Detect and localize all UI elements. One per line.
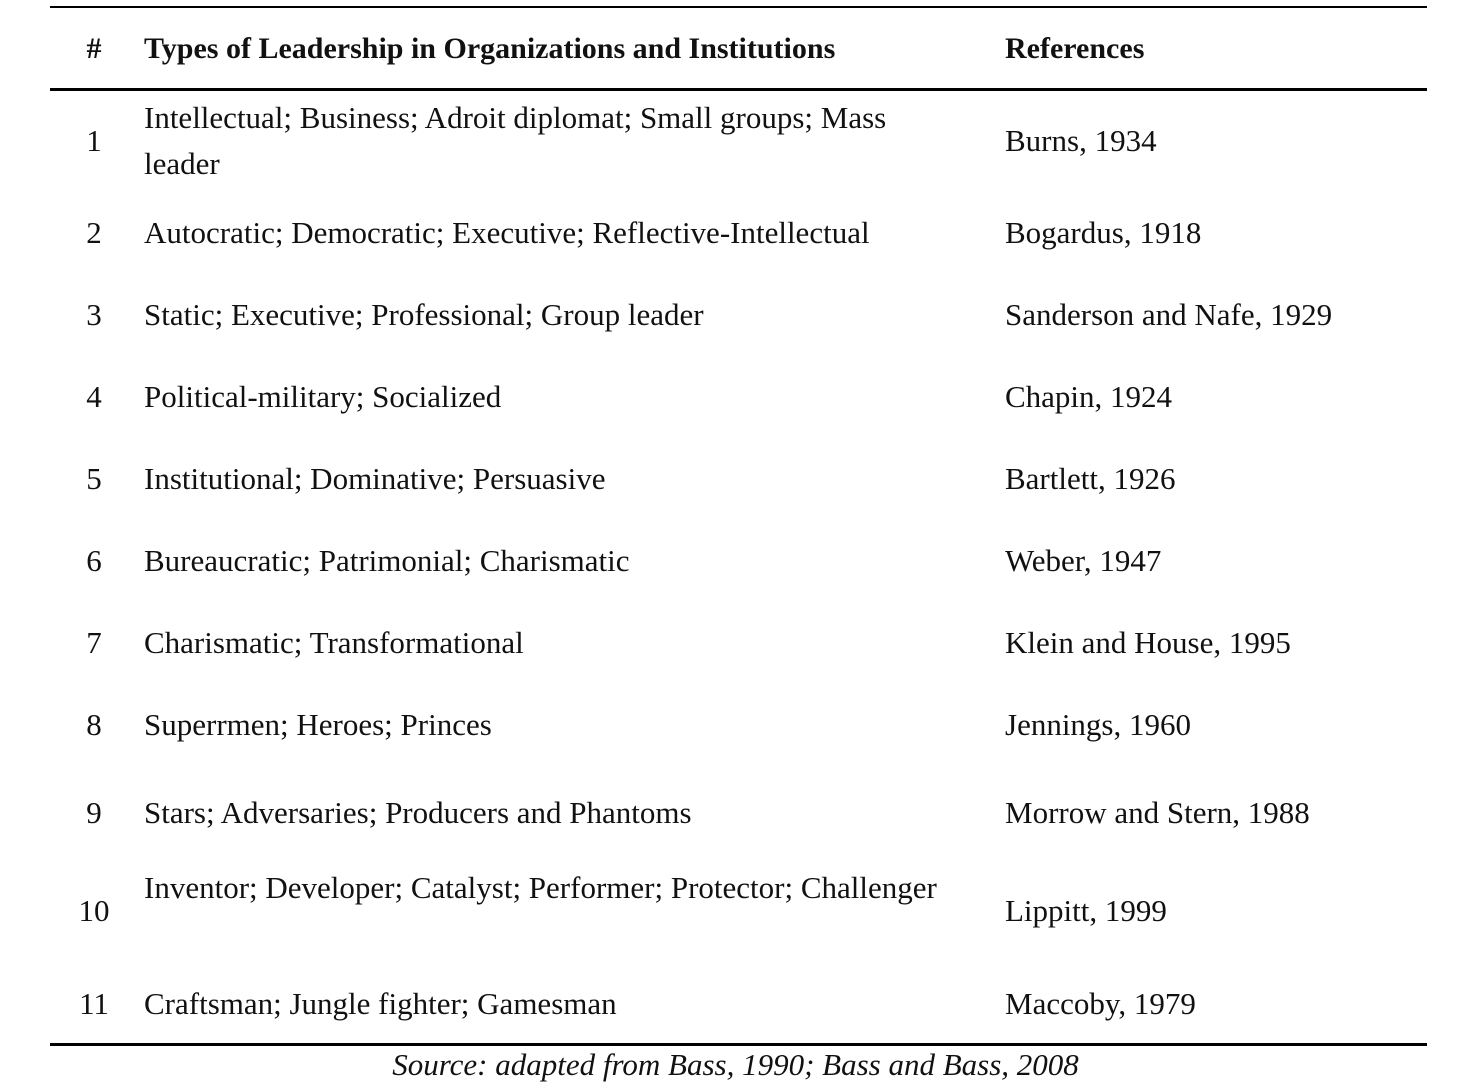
header-rule — [50, 88, 1427, 91]
row-types: Autocratic; Democratic; Executive; Reflective-Intellectual — [144, 215, 870, 250]
row-number: 1 — [86, 123, 102, 158]
row-types: Superrmen; Heroes; Princes — [144, 707, 492, 742]
row-types: Intellectual; Business; Adroit diplomat; Small groups; Mass leader — [144, 100, 887, 181]
row-types: Stars; Adversaries; Producers and Phantoms — [144, 795, 692, 830]
row-number: 7 — [86, 625, 102, 660]
header-references: References — [1005, 32, 1145, 65]
row-number: 10 — [78, 893, 110, 928]
row-types: Static; Executive; Professional; Group leader — [144, 297, 704, 332]
top-rule — [50, 6, 1427, 8]
row-types: Charismatic; Transformational — [144, 625, 524, 660]
row-types: Political-military; Socialized — [144, 379, 502, 414]
row-reference: Lippitt, 1999 — [1005, 893, 1167, 928]
header-num: # — [86, 32, 102, 65]
row-number: 3 — [86, 297, 102, 332]
row-reference: Chapin, 1924 — [1005, 379, 1173, 414]
source-note: Source: adapted from Bass, 1990; Bass and Bass, 2008 — [392, 1047, 1079, 1082]
row-number: 6 — [86, 543, 102, 578]
row-number: 2 — [86, 215, 102, 250]
row-types: Bureaucratic; Patrimonial; Charismatic — [144, 543, 630, 578]
row-number: 11 — [79, 986, 109, 1021]
row-reference: Klein and House, 1995 — [1005, 625, 1291, 660]
row-reference: Weber, 1947 — [1005, 543, 1162, 578]
row-reference: Bogardus, 1918 — [1005, 215, 1202, 250]
row-number: 9 — [86, 795, 102, 830]
row-reference: Maccoby, 1979 — [1005, 986, 1196, 1021]
row-reference: Sanderson and Nafe, 1929 — [1005, 297, 1333, 332]
row-reference: Bartlett, 1926 — [1005, 461, 1176, 496]
row-number: 5 — [86, 461, 102, 496]
header-types: Types of Leadership in Organizations and Institutions — [144, 32, 836, 65]
row-number: 8 — [86, 707, 102, 742]
row-types: Inventor; Developer; Catalyst; Performer; Protector; Challenger — [144, 870, 937, 905]
row-reference: Morrow and Stern, 1988 — [1005, 795, 1310, 830]
row-reference: Jennings, 1960 — [1005, 707, 1191, 742]
row-types: Institutional; Dominative; Persuasive — [144, 461, 606, 496]
row-types: Craftsman; Jungle fighter; Gamesman — [144, 986, 617, 1021]
row-number: 4 — [86, 379, 102, 414]
row-reference: Burns, 1934 — [1005, 123, 1157, 158]
